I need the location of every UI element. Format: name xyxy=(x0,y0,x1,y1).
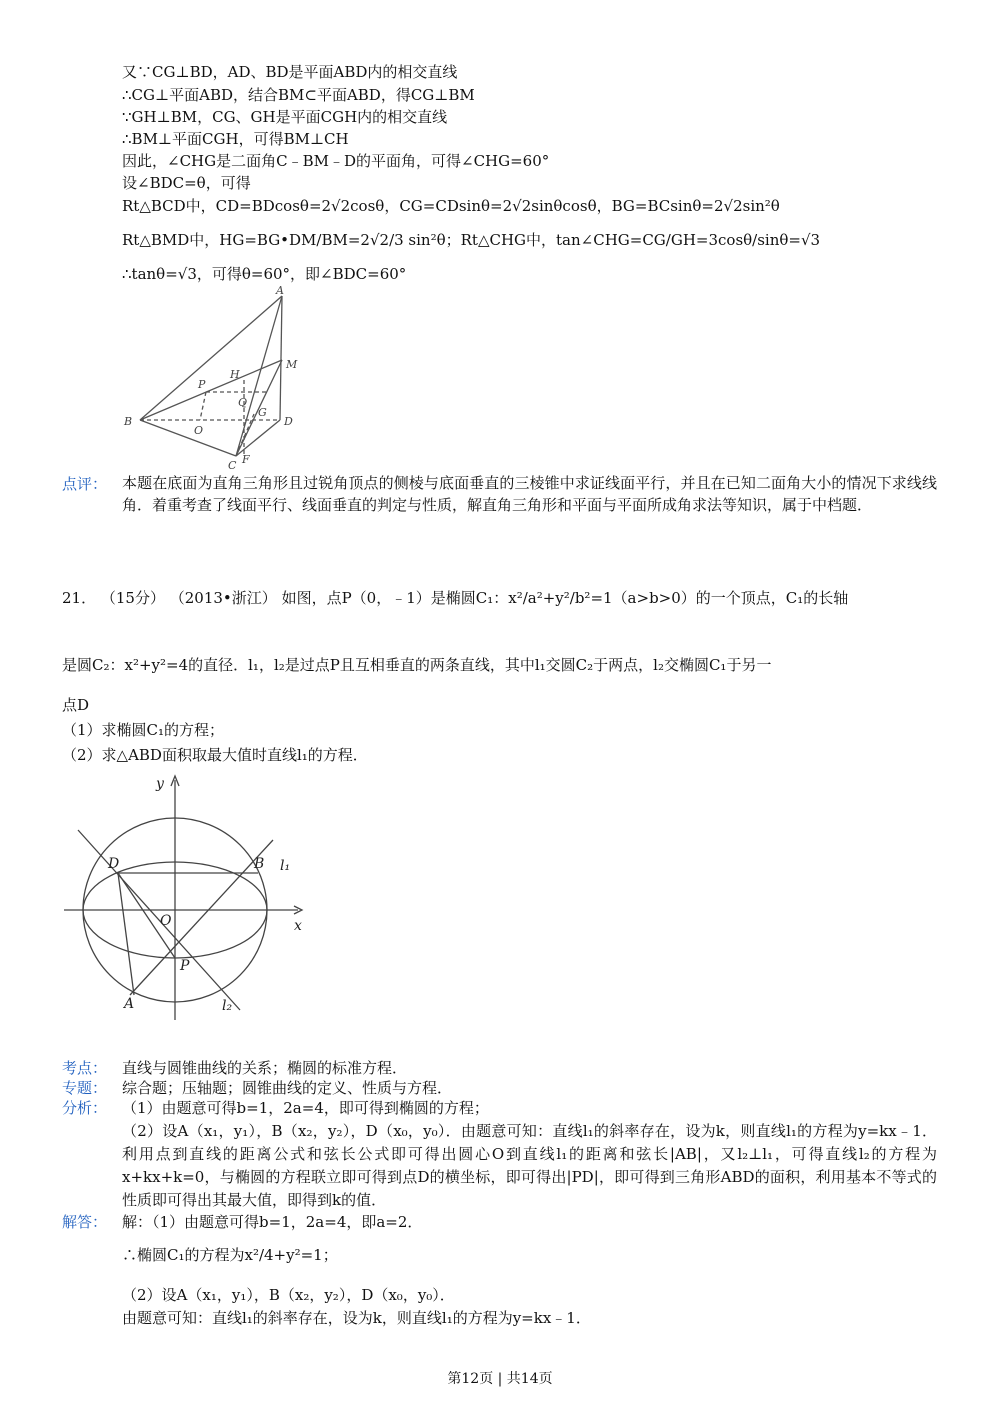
label-H: H xyxy=(230,368,240,381)
question-2: （2）求△ABD面积取最大值时直线l₁的方程． xyxy=(62,746,368,764)
problem-number: 21． xyxy=(62,589,97,607)
fenxi-text-1: （1）由题意可得b=1，2a=4，即可得到椭圆的方程； xyxy=(122,1099,489,1117)
proof-line-7: Rt△BCD中，CD=BDcosθ=2√2cosθ，CG=CDsinθ=2√2sinθcosθ，BG=BCsinθ=2√2sin²θ xyxy=(122,197,780,215)
page-footer: 第12页 | 共14页 xyxy=(447,1371,553,1387)
label-C: C xyxy=(228,459,237,472)
zhuanti-label: 专题： xyxy=(62,1079,108,1097)
problem-source: （2013•浙江） xyxy=(169,589,277,607)
ellipse-circle-figure xyxy=(58,770,318,1030)
label-A: A xyxy=(276,284,284,297)
fenxi-text-2: （2）设A（x₁，y₁），B（x₂，y₂），D（x₀，y₀）．由题意可知：直线l₁的斜率存在，设为k，则直线l₁的方程为y=kx﹣1．利用点到直线的距离公式和弦长公式即可得出圆心O到直线l₁的距离和弦长|AB|，又l₂⊥l₁，可得直线l₂的方程为x+kx+k=0，与椭圆的方程联立即可得到点D的横坐标，即可得出|PD|，即可得到三角形ABD的面积，利用基本不等式的性质即可得出其最大值，即得到k的值． xyxy=(122,1122,937,1209)
axis-x-label: x xyxy=(294,918,302,934)
jieda-text-2: ∴椭圆C₁的方程为x²/4+y²=1； xyxy=(122,1246,338,1264)
line-l2-label: l₂ xyxy=(222,998,233,1014)
comment-text: 本题在底面为直角三角形且过锐角顶点的侧棱与底面垂直的三棱锥中求证线面平行，并且在已知二面角大小的情况下求线线角．着重考查了线面平行、线面垂直的判定与性质，解直角三角形和平面与平面所成角求法等知识，属于中档题． xyxy=(122,474,937,514)
proof-line-6: 设∠BDC=θ，可得 xyxy=(122,174,251,192)
problem-statement-3: 点D xyxy=(62,696,90,714)
proof-line-4: ∴BM⊥平面CGH，可得BM⊥CH xyxy=(122,130,349,148)
question-1: （1）求椭圆C₁的方程； xyxy=(62,721,225,739)
zhuanti-text: 综合题；压轴题；圆锥曲线的定义、性质与方程． xyxy=(122,1079,453,1097)
label-O: O xyxy=(194,424,204,437)
point-A-label: A xyxy=(124,996,135,1012)
pyramid-figure xyxy=(118,282,318,472)
label-D: D xyxy=(284,415,293,428)
proof-line-5: 因此，∠CHG是二面角C﹣BM﹣D的平面角，可得∠CHG=60° xyxy=(122,152,550,170)
problem-header xyxy=(62,588,848,608)
point-D-label: D xyxy=(108,856,120,872)
problem-statement-1: 如图，点P（0，﹣1）是椭圆C₁：x²/a²+y²/b²=1（a>b>0）的一个顶点，C₁的长轴 xyxy=(281,589,849,607)
label-M: M xyxy=(286,358,298,371)
label-F: F xyxy=(242,453,250,466)
jieda-text-1: 解：（1）由题意可得b=1，2a=4，即a=2． xyxy=(122,1213,423,1231)
point-B-label: B xyxy=(254,856,265,872)
jieda-label: 解答： xyxy=(62,1213,108,1231)
label-Q: Q xyxy=(238,396,248,409)
comment-label: 点评： xyxy=(62,475,108,493)
proof-line-1: 又∵CG⊥BD，AD、BD是平面ABD内的相交直线 xyxy=(122,63,458,81)
problem-score: （15分） xyxy=(100,589,165,607)
line-l1-label: l₁ xyxy=(280,858,291,874)
label-G: G xyxy=(258,406,267,419)
jieda-text-3: （2）设A（x₁，y₁），B（x₂，y₂），D（x₀，y₀）． xyxy=(122,1286,455,1304)
proof-line-8: Rt△BMD中，HG=BG•DM/BM=2√2/3 sin²θ；Rt△CHG中，tan∠CHG=CG/GH=3cosθ/sinθ=√3 xyxy=(122,231,821,249)
proof-line-9: ∴tanθ=√3，可得θ=60°，即∠BDC=60° xyxy=(122,265,407,283)
kaodian-text: 直线与圆锥曲线的关系；椭圆的标准方程． xyxy=(122,1059,408,1077)
axis-y-label: y xyxy=(156,776,164,792)
jieda-text-4: 由题意可知：直线l₁的斜率存在，设为k，则直线l₁的方程为y=kx﹣1． xyxy=(122,1309,591,1327)
label-B: B xyxy=(124,415,133,428)
kaodian-label: 考点： xyxy=(62,1059,108,1077)
point-P-label: P xyxy=(180,958,190,974)
problem-statement-2: 是圆C₂：x²+y²=4的直径．l₁，l₂是过点P且互相垂直的两条直线，其中l₁交圆C₂于两点，l₂交椭圆C₁于另一 xyxy=(62,656,772,674)
fenxi-label: 分析： xyxy=(62,1099,108,1117)
proof-line-3: ∵GH⊥BM，CG、GH是平面CGH内的相交直线 xyxy=(122,108,448,126)
label-P: P xyxy=(198,378,206,391)
origin-label: O xyxy=(160,913,172,929)
proof-line-2: ∴CG⊥平面ABD，结合BM⊂平面ABD，得CG⊥BM xyxy=(122,86,475,104)
